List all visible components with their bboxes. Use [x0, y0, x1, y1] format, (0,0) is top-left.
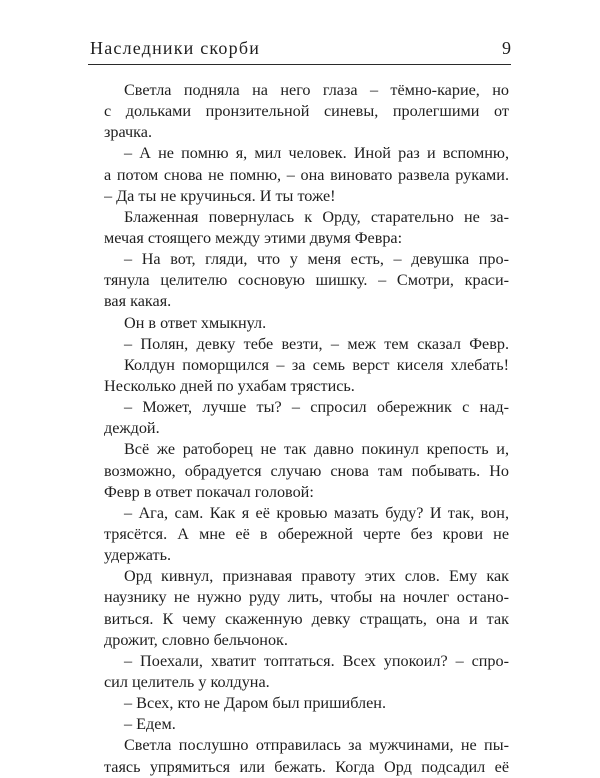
text-line: удержать. — [104, 546, 172, 565]
text-line: Несколько дней по ухабам трястись. — [104, 376, 355, 395]
text-line: таясь упрямиться или бежать. Когда Орд подсадил её — [104, 757, 509, 776]
body-text — [104, 80, 509, 778]
text-line: зрачка. — [104, 123, 153, 142]
text-line: Он в ответ хмыкнул. — [124, 313, 267, 332]
text-line: – На вот, гляди, что у меня есть, – девушка про- — [124, 250, 509, 269]
text-line: трясётся. А мне её в обережной черте без крови не — [104, 524, 509, 543]
text-line: – Едем. — [124, 715, 176, 734]
text-line: – Всех, кто не Даром был пришиблен. — [124, 694, 387, 713]
text-line: мечая стоящего между этими двумя Февра: — [104, 228, 403, 247]
page-number: 9 — [502, 38, 511, 58]
text-line: Всё же ратоборец не так давно покинул крепость и, — [124, 440, 509, 459]
text-line: Февр в ответ покачал головой: — [104, 482, 314, 501]
text-line: с дольками пронзительной синевы, пролегшими от — [104, 102, 509, 121]
text-line: наузнику не нужно руду лить, чтобы на ночлег остано- — [104, 588, 509, 607]
text-line: деждой. — [104, 419, 160, 438]
text-line: – Может, лучше ты? – спросил обережник с над- — [124, 398, 509, 417]
text-line: вая какая. — [104, 292, 172, 311]
text-line: – Полян, девку тебе везти, – меж тем сказал Февр. — [124, 334, 509, 353]
text-line: возможно, обрадуется случаю снова там побывать. Но — [104, 461, 509, 480]
text-line: сил целитель у колдуна. — [104, 672, 270, 691]
text-line: – Да ты не кручинься. И ты тоже! — [104, 186, 336, 205]
running-title: Наследники скорби — [90, 38, 261, 58]
text-line: Светла подняла на него глаза – тёмно-карие, но — [124, 81, 509, 99]
text-line: виться. К чему скаженную девку стращать, она и так — [104, 609, 509, 628]
text-line: Блаженная повернулась к Орду, старательно не за- — [124, 207, 509, 226]
text-line: – Ага, сам. Как я её кровью мазать буду? И так, вон, — [124, 503, 509, 522]
text-line: – А не помню я, мил человек. Иной раз и вспомню, — [124, 144, 509, 163]
text-line: Колдун поморщился – за семь верст киселя хлебать! — [124, 355, 509, 374]
running-header — [88, 38, 511, 65]
text-line: Светла послушно отправилась за мужчинами, не пы- — [124, 736, 509, 755]
text-line: тянула целителю сосновую шишку. – Смотри, краси- — [104, 271, 509, 290]
text-line: – Поехали, хватит топтаться. Всех упокоил? – спро- — [124, 651, 509, 670]
text-line: а потом снова не помню, – она виновато развела руками. — [104, 165, 509, 184]
text-line: Орд кивнул, признавая правоту этих слов. Ему как — [124, 567, 509, 586]
text-line: дрожит, словно бельчонок. — [104, 630, 288, 649]
